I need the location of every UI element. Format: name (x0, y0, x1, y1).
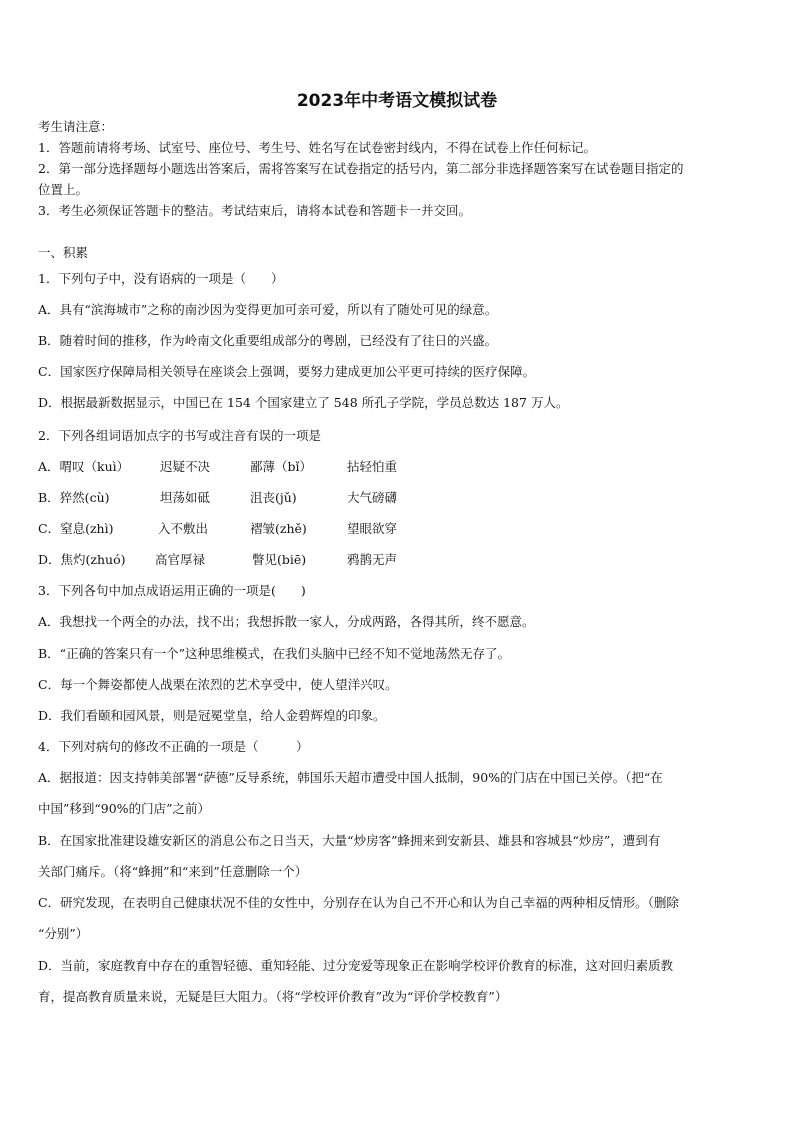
answer-option: C．国家医疗保障局相关领导在座谈会上强调，要努力建成更加公平更可持续的医疗保障。 (38, 364, 536, 379)
question-stem: 4．下列对病句的修改不正确的一项是（ ） (38, 739, 309, 754)
answer-option-continued: 育，提高教育质量来说，无疑是巨大阻力。（将“学校评价教育”改为“评价学校教育”） (38, 989, 508, 1004)
section-heading: 一、积累 (38, 245, 89, 260)
notice-heading: 考生请注意： (38, 119, 114, 134)
answer-option-continued: 中国”移到“90%的门店”之前） (38, 801, 210, 816)
option-word: 鄙薄（bǐ） (250, 459, 312, 474)
option-word: C．窒息(zhì) (38, 521, 114, 536)
option-word: 入不敷出 (158, 521, 209, 536)
option-word: A．喟叹（kuì） (38, 459, 130, 474)
option-word: 望眼欲穿 (347, 521, 398, 536)
answer-option: A．具有“滨海城市”之称的南沙因为变得更加可亲可爱，所以有了随处可见的绿意。 (38, 302, 498, 317)
answer-option: A．我想找一个两全的办法，找不出；我想拆散一家人，分成两路，各得其所，终不愿意。 (38, 614, 535, 629)
option-word: B．猝然(cù) (38, 490, 110, 505)
option-word: 坦荡如砥 (160, 490, 211, 505)
page-title: 2023年中考语文模拟试卷 (296, 91, 498, 111)
option-word: 瞥见(biē) (252, 552, 307, 567)
answer-option: B．“正确的答案只有一个”这种思维模式，在我们头脑中已经不知不觉地荡然无存了。 (38, 646, 510, 661)
question-stem: 2．下列各组词语加点字的书写或注音有误的一项是 (38, 428, 321, 443)
question-stem: 3．下列各句中加点成语运用正确的一项是( ) (38, 583, 306, 598)
answer-option-continued: “分别”） (38, 926, 89, 941)
notice-item: 2．第一部分选择题每小题选出答案后，需将答案写在试卷指定的括号内，第二部分非选择题答案写在试卷题目指定的 (38, 161, 684, 176)
question-stem: 1．下列句子中，没有语病的一项是（ ） (38, 271, 284, 286)
answer-option: D．根据最新数据显示，中国已在 154 个国家建立了 548 所孔子学院，学员总数达 187 万人。 (38, 395, 569, 410)
option-word: 迟疑不决 (160, 459, 211, 474)
answer-option: B．在国家批准建设雄安新区的消息公布之日当天，大量“炒房客”蜂拥来到安新县、雄县和容城县“炒房”，遭到有 (38, 833, 661, 848)
notice-item: 1．答题前请将考场、试室号、座位号、考生号、姓名写在试卷密封线内，不得在试卷上作任何标记。 (38, 140, 596, 155)
answer-option: C．研究发现，在表明自己健康状况不佳的女性中，分别存在认为自己不开心和认为自己幸福的两种相反情形。（删除 (38, 895, 679, 910)
option-word: 沮丧(jǔ) (250, 490, 297, 505)
notice-item: 位置上。 (38, 182, 89, 197)
answer-option: C．每一个舞姿都使人战栗在浓烈的艺术享受中，使人望洋兴叹。 (38, 677, 398, 692)
answer-option: D．当前，家庭教育中存在的重智轻德、重知轻能、过分宠爱等现象正在影响学校评价教育的标准，这对回归素质教 (38, 958, 674, 973)
option-word: D．焦灼(zhuó) (38, 552, 126, 567)
answer-option: D．我们看颐和园风景，则是冠冕堂皇，给人金碧辉煌的印象。 (38, 708, 386, 723)
option-word: 拈轻怕重 (347, 459, 398, 474)
answer-option: B．随着时间的推移，作为岭南文化重要组成部分的粤剧，已经没有了往日的兴盛。 (38, 333, 498, 348)
answer-option: A．据报道：因支持韩美部署“萨德”反导系统，韩国乐天超市遭受中国人抵制，90%的门店在中国已关停。（把“在 (38, 770, 663, 785)
answer-option-continued: 关部门痛斥。（将“蜂拥”和“来到”任意删除一个） (38, 864, 308, 879)
option-word: 高官厚禄 (155, 552, 206, 567)
option-word: 鸦鹊无声 (347, 552, 398, 567)
option-word: 褶皱(zhě) (250, 521, 307, 536)
notice-item: 3．考生必须保证答题卡的整洁。考试结束后，请将本试卷和答题卡一并交回。 (38, 203, 471, 218)
option-word: 大气磅礴 (347, 490, 398, 505)
